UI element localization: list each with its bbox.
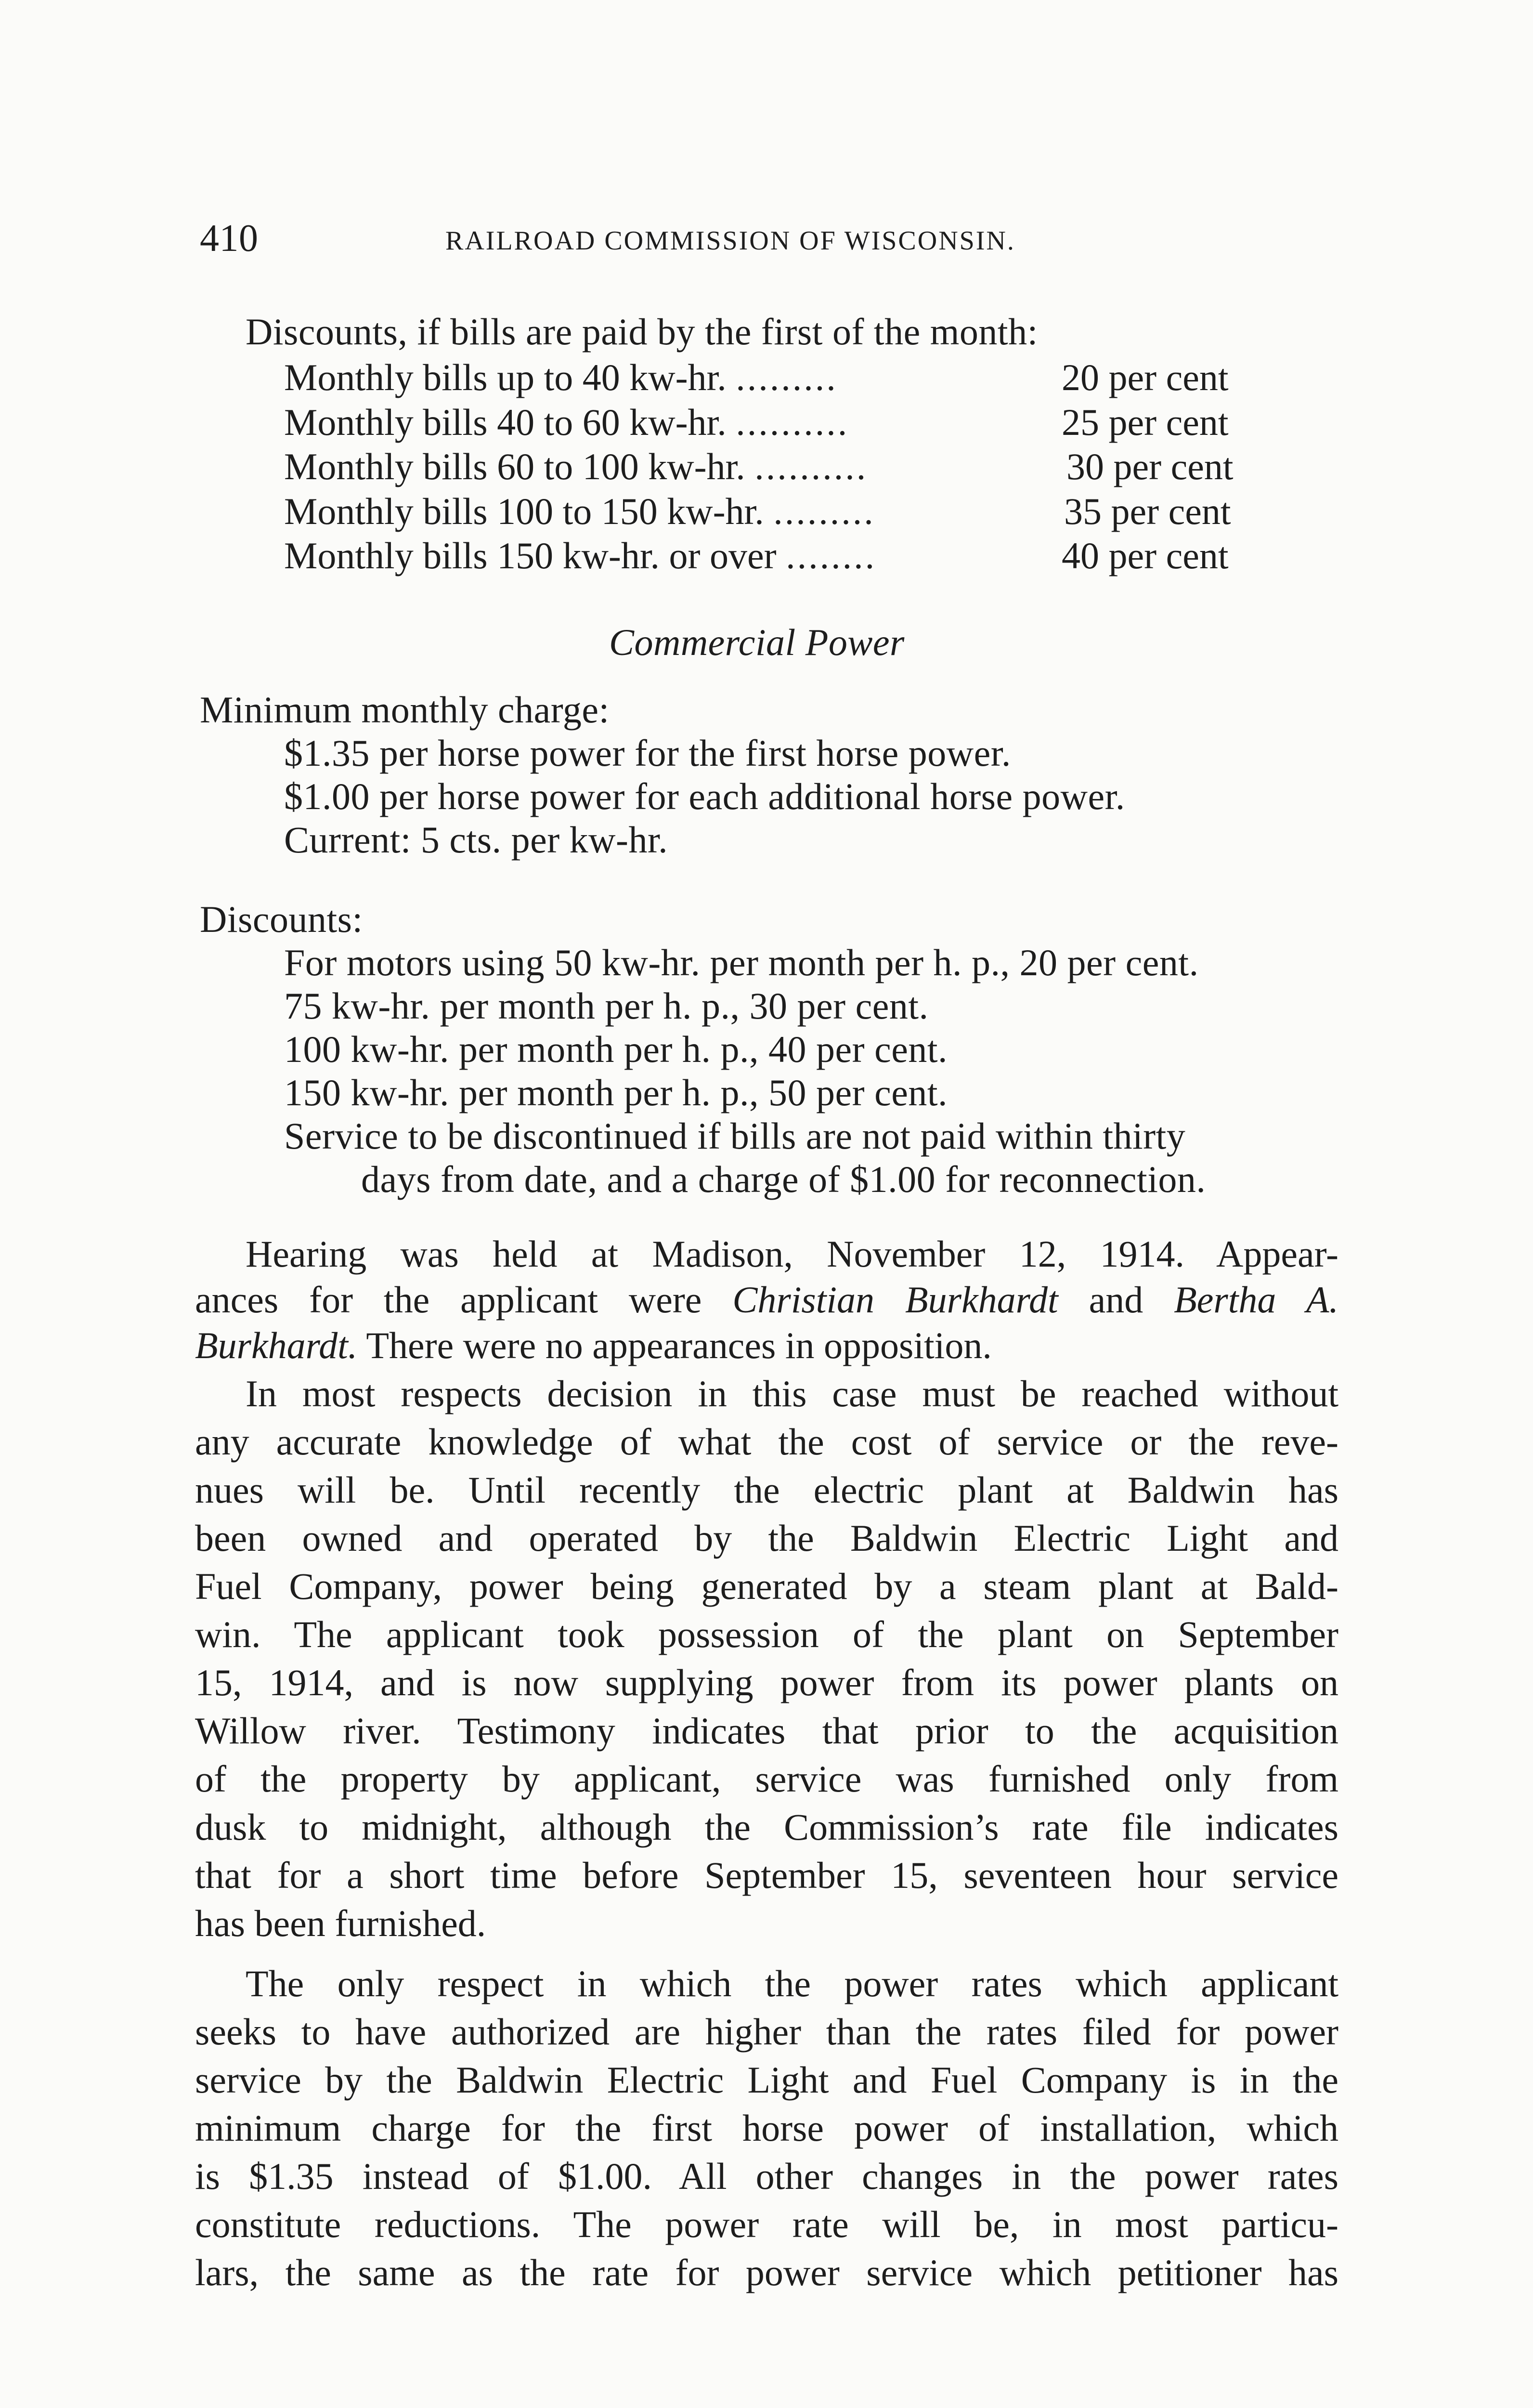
text-line: win. The applicant took possession of the plant on September (195, 1613, 1338, 1655)
power-discount-item: 100 kw-hr. per month per h. p., 40 per cent. (284, 1028, 948, 1070)
applicant-name: Christian Burkhardt (732, 1279, 1058, 1321)
leader-dots: .......... (736, 401, 849, 443)
text-line: any accurate knowledge of what the cost of service or the reve- (195, 1421, 1338, 1463)
power-discount-item: 150 kw-hr. per month per h. p., 50 per cent. (284, 1072, 948, 1113)
service-note: Service to be discontinued if bills are not paid within thirty (284, 1115, 1186, 1157)
discount-row-text: Monthly bills 100 to 150 kw-hr. (284, 490, 764, 532)
power-discounts-label: Discounts: (200, 898, 363, 940)
text-line: minimum charge for the first horse power of installation, which (195, 2107, 1338, 2149)
leader-dots: .......... (754, 445, 868, 487)
text-line: lars, the same as the rate for power service which petitioner has (195, 2251, 1338, 2293)
minimum-charge-item: $1.00 per horse power for each additional horse power. (284, 775, 1125, 817)
text-line: nues will be. Until recently the electric plant at Baldwin has (195, 1469, 1338, 1511)
text-fragment: There were no appearances in opposition. (366, 1324, 992, 1366)
text-fragment: ances for the applicant were (195, 1279, 702, 1321)
discount-row-text: Monthly bills 150 kw-hr. or over (284, 535, 777, 576)
text-line: constitute reductions. The power rate will be, in most particu- (195, 2203, 1338, 2245)
text-line: In most respects decision in this case must be reached without (246, 1373, 1338, 1414)
text-line: is $1.35 instead of $1.00. All other changes in the power rates (195, 2155, 1338, 2197)
text-line: The only respect in which the power rates which applicant (246, 1963, 1338, 2004)
applicant-name: Bertha A. (1174, 1279, 1339, 1321)
discount-row-value: 25 per cent (1062, 401, 1229, 443)
section-title: Commercial Power (609, 621, 905, 663)
discount-row-label (284, 445, 868, 487)
text-line (195, 1281, 1338, 1319)
discount-row-text: Monthly bills up to 40 kw-hr. (284, 356, 727, 398)
power-discount-item: For motors using 50 kw-hr. per month per h. p., 20 per cent. (284, 942, 1199, 983)
discount-row-value: 20 per cent (1062, 356, 1229, 398)
text-line: 15, 1914, and is now supplying power from its power plants on (195, 1662, 1338, 1703)
discount-row-label (284, 537, 876, 575)
power-discount-item: 75 kw-hr. per month per h. p., 30 per cent. (284, 985, 929, 1027)
text-line: service by the Baldwin Electric Light and Fuel Company is in the (195, 2059, 1338, 2101)
discount-row-label (284, 490, 875, 532)
discount-row-value: 40 per cent (1062, 535, 1229, 576)
text-line: dusk to midnight, although the Commission’s rate file indicates (195, 1806, 1338, 1848)
applicant-name: Burkhardt. (195, 1324, 358, 1366)
discount-row-text: Monthly bills 60 to 100 kw-hr. (284, 445, 745, 487)
discount-row-text: Monthly bills 40 to 60 kw-hr. (284, 401, 727, 443)
running-title: RAILROAD COMMISSION OF WISCONSIN. (445, 226, 1015, 256)
page-number: 410 (200, 217, 259, 260)
text-line: seeks to have authorized are higher than the rates filed for power (195, 2011, 1338, 2053)
leader-dots: ......... (773, 490, 875, 532)
text-line: been owned and operated by the Baldwin Electric Light and (195, 1517, 1338, 1559)
minimum-charge-label: Minimum monthly charge: (200, 689, 610, 731)
leader-dots: ........ (786, 535, 877, 576)
text-fragment: and (1089, 1279, 1143, 1321)
text-line: that for a short time before September 15, seventeen hour service (195, 1854, 1338, 1896)
discounts-intro: Discounts, if bills are paid by the first of the month: (246, 311, 1038, 353)
leader-dots: ......... (736, 356, 838, 398)
discount-row-label (284, 401, 849, 443)
text-line: Hearing was held at Madison, November 12, 1914. Appear- (246, 1233, 1338, 1275)
discount-row-value: 35 per cent (1064, 490, 1231, 532)
text-line: Willow river. Testimony indicates that prior to the acquisition (195, 1710, 1338, 1752)
text-line (195, 1324, 1338, 1366)
minimum-charge-item: $1.35 per horse power for the first horse power. (284, 732, 1011, 774)
text-line: of the property by applicant, service was furnished only from (195, 1758, 1338, 1800)
service-note-continued: days from date, and a charge of $1.00 for reconnection. (361, 1158, 1206, 1200)
discount-row-value: 30 per cent (1066, 445, 1234, 487)
discount-row-label (284, 356, 838, 398)
minimum-charge-item: Current: 5 cts. per kw-hr. (284, 819, 668, 861)
text-line: Fuel Company, power being generated by a steam plant at Bald- (195, 1565, 1338, 1607)
text-line: has been furnished. (195, 1902, 486, 1944)
